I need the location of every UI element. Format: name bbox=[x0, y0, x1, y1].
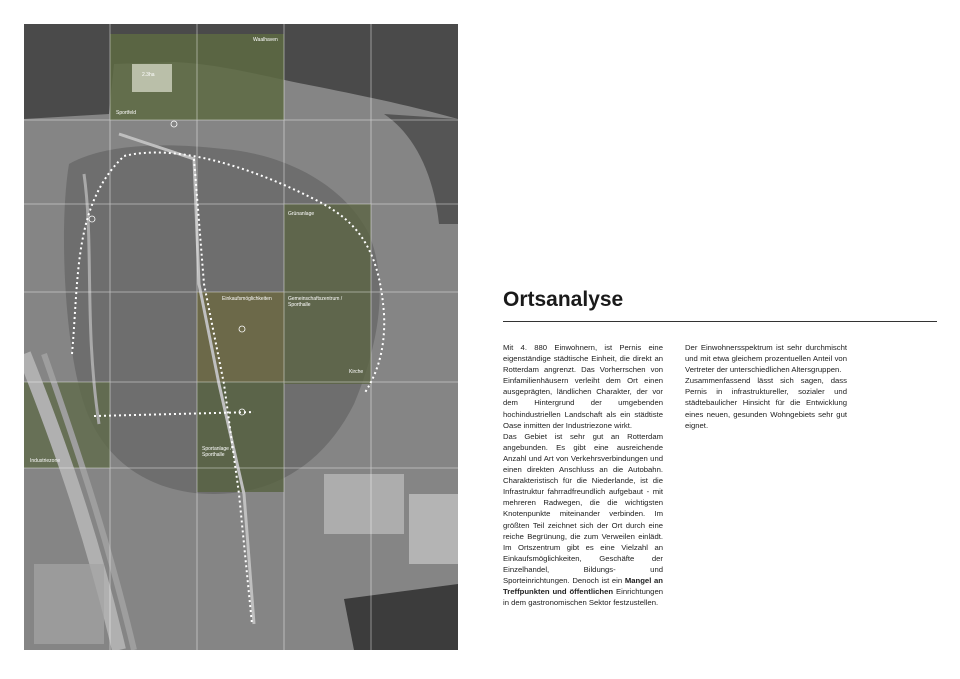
overlay-green-east bbox=[284, 204, 371, 384]
aerial-map bbox=[24, 24, 458, 650]
text-column-1 bbox=[503, 342, 663, 608]
map-label-kirche: Kirche bbox=[349, 369, 364, 375]
map-label-sportfeld: Sportfeld bbox=[116, 110, 137, 116]
map-label-gemeinschaft: Gemeinschaftszentrum / Sporthalle bbox=[288, 296, 343, 308]
aerial-map-graphic bbox=[24, 24, 458, 650]
paragraph-summary: Zusammenfassend lässt sich sagen, dass Pernis in infrastruktureller, sozialer und städtebaulicher Hinsicht für die Entwicklung eines neuen, gesunden Wohngebiets sehr gut eignet. bbox=[685, 376, 847, 430]
highlight-deficit: Mangel an Treffpunkten und öffentlichen bbox=[503, 575, 663, 597]
title-divider bbox=[503, 321, 937, 322]
map-label-area: 2.3ha bbox=[142, 72, 155, 78]
paragraph-infrastructure bbox=[503, 431, 663, 609]
map-label-waalhaven: Waalhaven bbox=[253, 37, 278, 43]
page-title: Ortsanalyse bbox=[503, 288, 624, 311]
paragraph-infrastructure-body: Das Gebiet ist sehr gut an Rotterdam angebunden. Es gibt eine ausreichende Anzahl und Art von Verkehrsverbindungen und einen direkten Anschluss an die Autobahn. Charakteristisch für die Niederlande, ist die Infrastruktur fahrradfreundlich aufgebaut - mit mehreren Radwegen, die die wichtigsten Knotenpunkte miteinander verbinden. Im größten Teil zeichnet sich der Ort durch eine reiche Begrünung, die zum Verweilen einlädt. Im Ortszentrum gibt es eine Vielzahl an Einkaufsmöglichkeiten, Geschäfte der Einzelhandel, Bildungs- und Sporteinrichtungen. Denoch ist ein bbox=[503, 431, 663, 585]
map-label-industriezone: Industriezone bbox=[30, 458, 61, 464]
map-label-sportanlage: Sportanlage / Sporthalle bbox=[202, 446, 232, 458]
map-label-einkauf: Einkaufsmöglichkeiten bbox=[222, 296, 272, 302]
paragraph-population: Der Einwohnersspektrum ist sehr durchmischt und mit etwa gleichem prozentuellen Anteil von Vertreter der unterschiedlichen Altersgruppen. bbox=[685, 343, 847, 375]
map-label-gruenanlage: Grünanlage bbox=[288, 211, 315, 217]
paragraph-infrastructure-end: Einrichtungen in dem gastronomischen Sektor festzustellen. bbox=[503, 587, 663, 608]
text-column-2 bbox=[685, 342, 847, 431]
paragraph-intro: Mit 4. 880 Einwohnern, ist Pernis eine eigenständige städtische Einheit, die direkt an Rotterdam angrenzt. Das Vorherrschen von Einfamilienhäusern verleiht dem Ort einen ausgeprägten, ländlichen Charakter, der vor dem Hintergrund der umgebenden hochindustriellen Landschaft als ein städtiste Oase inmitten der Industriezone wirkt. bbox=[503, 343, 663, 430]
